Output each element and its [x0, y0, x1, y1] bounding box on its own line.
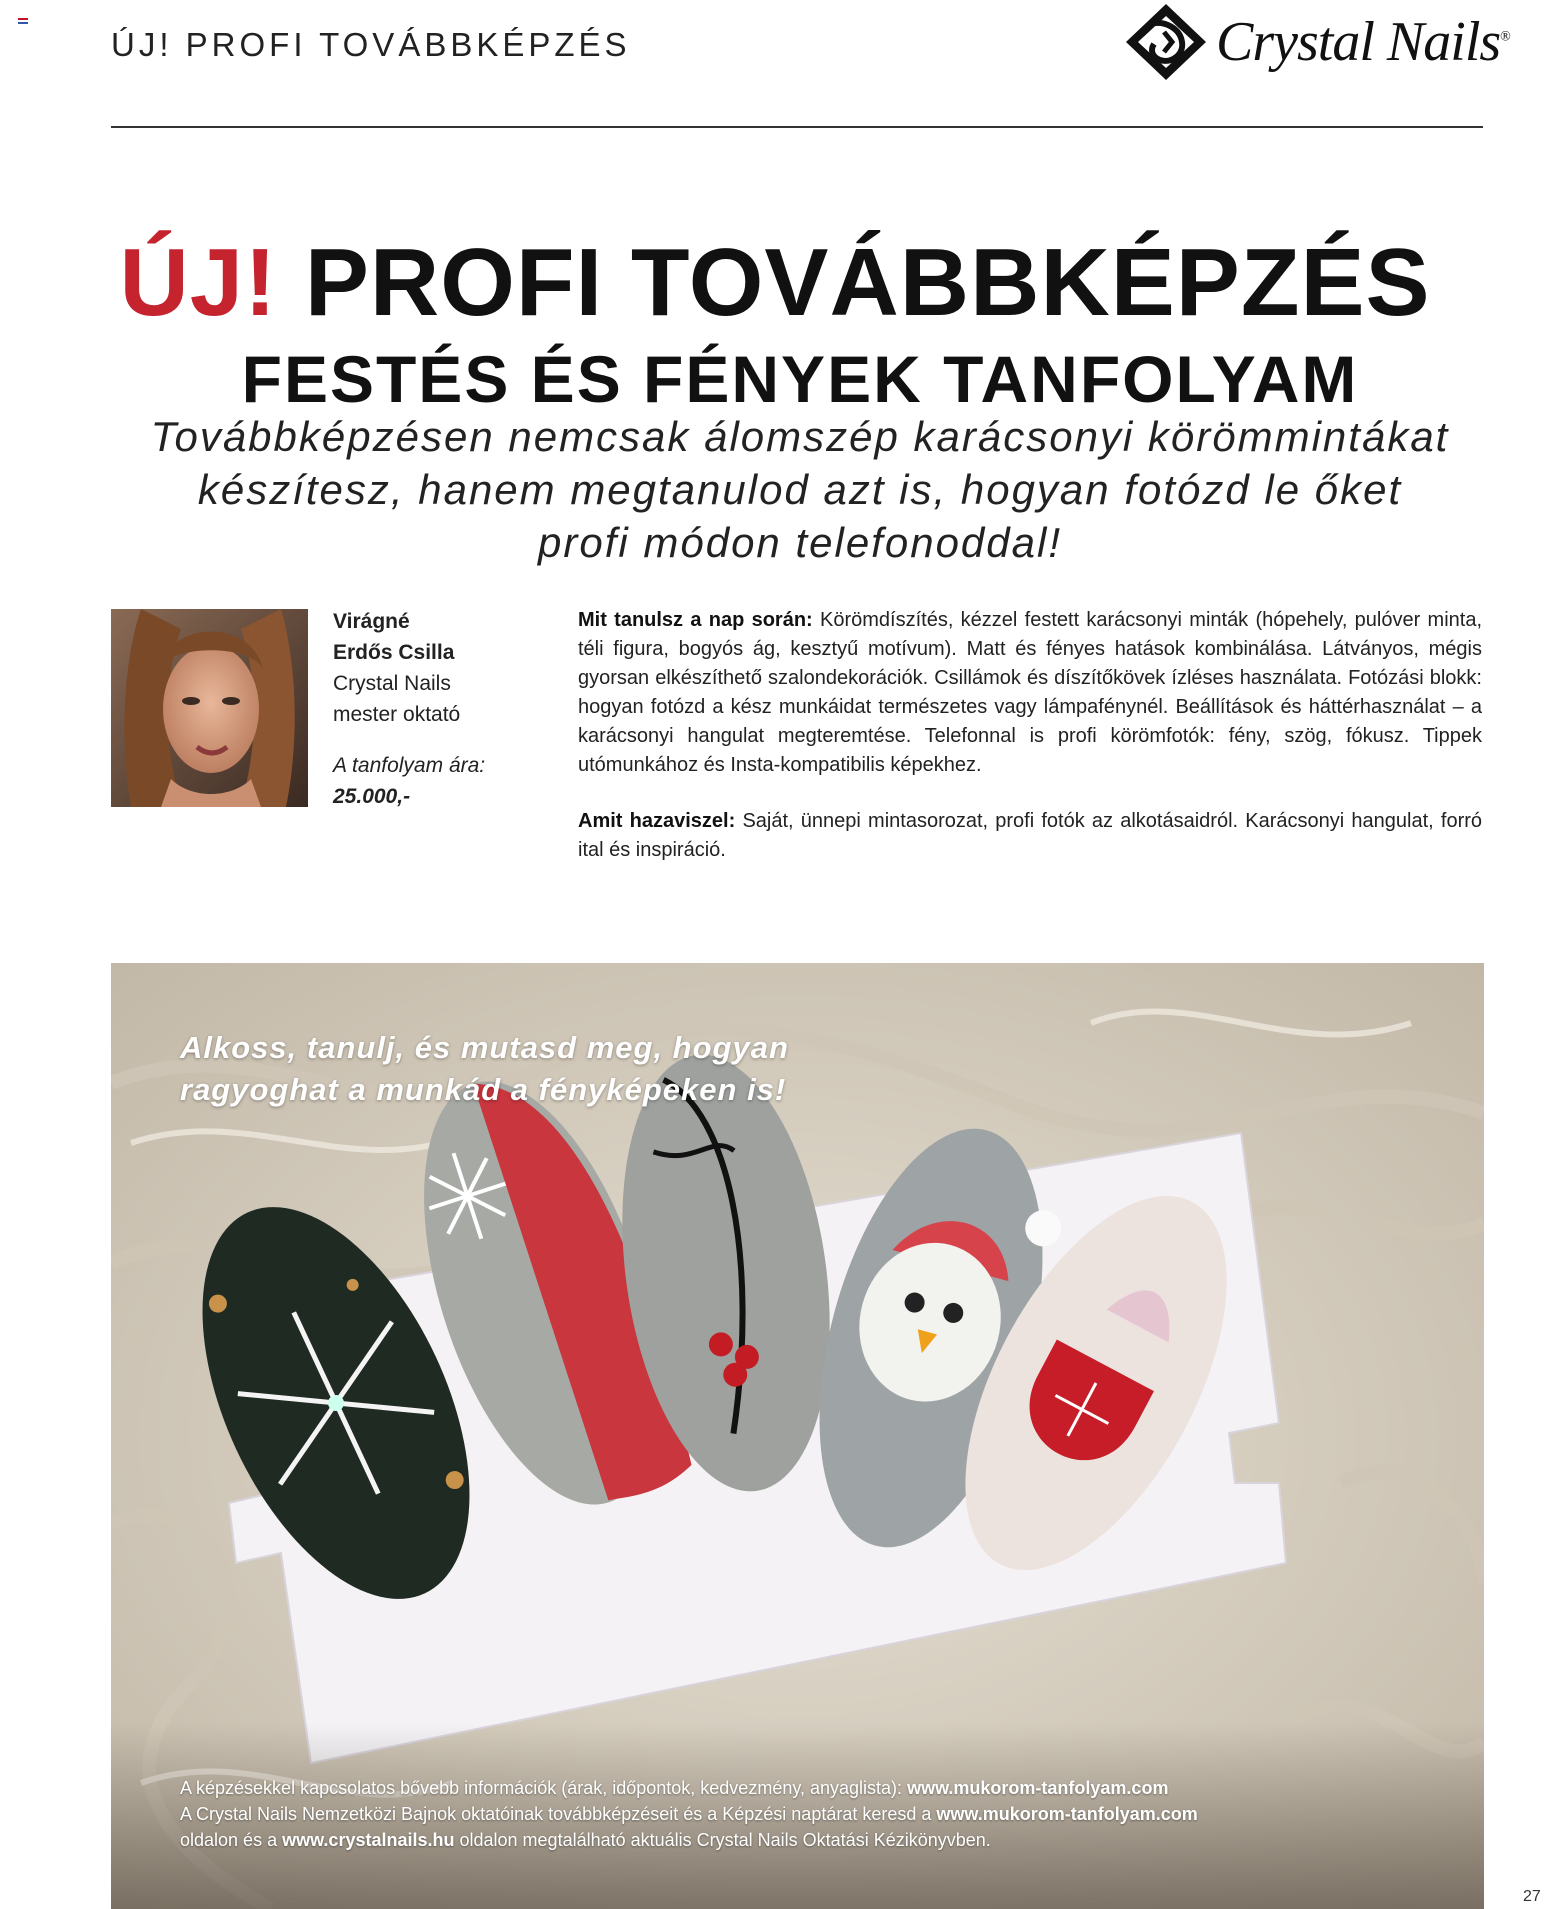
- page-number: 27: [1523, 1888, 1541, 1905]
- footer-line-3-post: oldalon megtalálható aktuális Crystal Nails Oktatási Kézikönyvben.: [459, 1830, 991, 1850]
- page-title: [0, 228, 1550, 338]
- photo-caption: [180, 1027, 1080, 1111]
- instructor-info: [333, 606, 533, 812]
- footer-line-2-text: A Crystal Nails Nemzetközi Bajnok oktatóinak továbbképzéseit és a Képzési naptárat keresd a: [180, 1804, 932, 1824]
- takeaway-label: Amit hazaviszel:: [578, 810, 736, 832]
- running-head: ÚJ! PROFI TOVÁBBKÉPZÉS: [111, 26, 631, 63]
- crystalnails-link[interactable]: www.crystalnails.hu: [282, 1830, 455, 1850]
- photo-caption-line1: Alkoss, tanulj, és mutasd meg, hogyan: [180, 1030, 789, 1065]
- learn-text: Körömdíszítés, kézzel festett karácsonyi minták (hópehely, pulóver minta, téli figura, bogyós ág, kesztyű motívum). Matt és fényes hatások kombinálása. Látványos, mégis gyorsan elkészíthető szalondekorációk. Csillámok és díszítőkövek ízléses használata. Fotózási blokk: hogyan fotózd a kész munkáidat természetes vagy lámpafénynél. Beállítások és háttérhasználat – a karácsonyi hangulat megteremtése. Telefonnal is profi körömfotók: fény, szög, fókusz. Tippek utómunkához és Insta-kompatibilis képekhez.: [578, 609, 1483, 776]
- footer-line-1-text: A képzésekkel kapcsolatos bővebb információk (árak, időpontok, kedvezmény, anyaglista):: [180, 1778, 903, 1798]
- price-label: A tanfolyam ára:: [333, 754, 486, 777]
- takeaway-paragraph: [578, 807, 1482, 865]
- logo-text: Crystal Nails: [1216, 11, 1501, 73]
- footer-line-1: [180, 1775, 1430, 1801]
- instructor-company: Crystal Nails: [333, 672, 451, 695]
- photo-footer-info: [180, 1775, 1430, 1853]
- lede: Továbbképzésen nemcsak álomszép karácsonyi körömmintákat készítesz, hanem megtanulod azt is, hogyan fotózd le őket profi módon telefonoddal!: [150, 413, 1450, 566]
- portrait-image: [111, 609, 308, 807]
- footer-line-2: [180, 1801, 1430, 1827]
- instructor-name-line2: Erdős Csilla: [333, 641, 455, 664]
- footer-line-3-pre: oldalon és a: [180, 1830, 278, 1850]
- crystal-nails-logo[interactable]: [1124, 2, 1510, 82]
- learn-label: Mit tanulsz a nap során:: [578, 609, 813, 631]
- page-subtitle: FESTÉS ÉS FÉNYEK TANFOLYAM: [241, 342, 1359, 416]
- title-main: PROFI TOVÁBBKÉPZÉS: [304, 229, 1431, 336]
- registered-mark: ®: [1500, 29, 1510, 45]
- photo-caption-line2: ragyoghat a munkád a fényképeken is!: [180, 1072, 787, 1107]
- mukorom-tanfolyam-link-2[interactable]: www.mukorom-tanfolyam.com: [936, 1804, 1198, 1824]
- header-divider: [111, 126, 1483, 128]
- nail-art-photo: [111, 963, 1484, 1909]
- flag-mark: [18, 18, 28, 24]
- takeaway-text: Saját, ünnepi mintasorozat, profi fotók az alkotásaidról. Karácsonyi hangulat, forró ital és inspiráció.: [578, 810, 1483, 861]
- instructor-portrait: [111, 609, 308, 807]
- price-value: 25.000,-: [333, 785, 411, 808]
- title-accent: ÚJ!: [119, 229, 278, 336]
- mukorom-tanfolyam-link[interactable]: www.mukorom-tanfolyam.com: [907, 1778, 1169, 1798]
- footer-line-3: [180, 1827, 1430, 1853]
- logo-wordmark: [1216, 10, 1510, 74]
- instructor-role: mester oktató: [333, 703, 461, 726]
- instructor-name-line1: Virágné: [333, 610, 410, 633]
- learn-paragraph: [578, 606, 1482, 780]
- crystal-nails-logo-mark-icon: [1124, 2, 1208, 82]
- course-description: [578, 606, 1482, 892]
